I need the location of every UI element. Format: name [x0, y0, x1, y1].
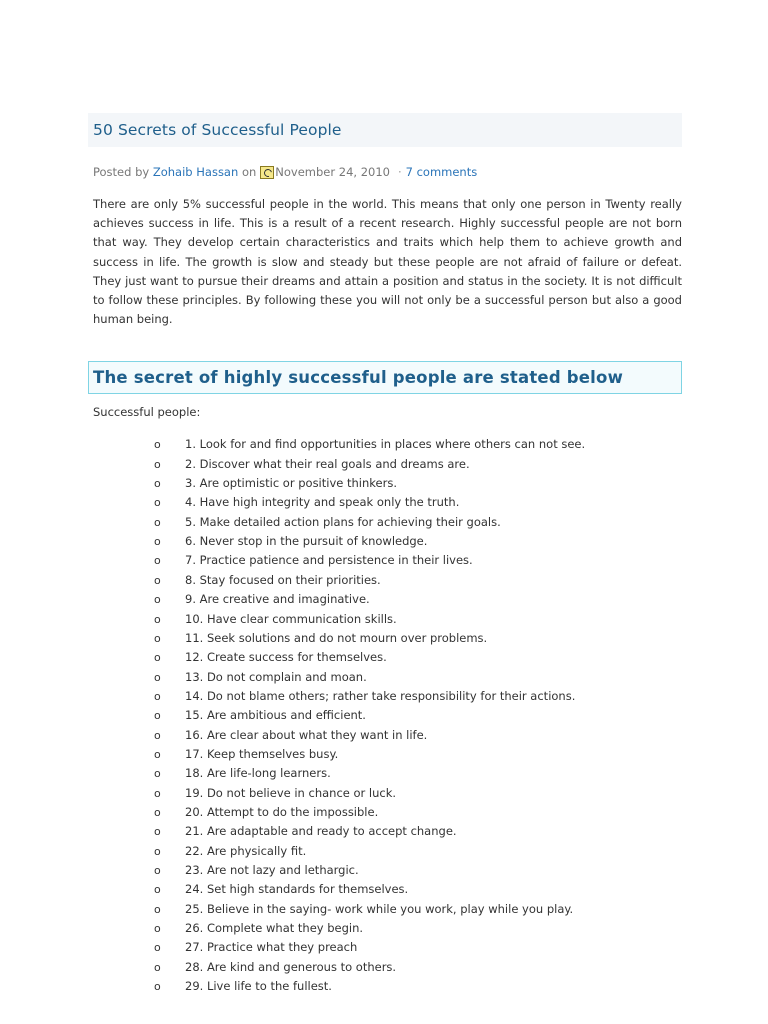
list-item	[88, 900, 682, 919]
list-item	[88, 687, 682, 706]
bullet-icon: o	[154, 496, 161, 510]
list-item	[88, 919, 682, 938]
blog-post	[88, 113, 682, 996]
list-item-text: 3. Are optimistic or positive thinkers.	[185, 476, 397, 491]
list-item-text: 1. Look for and find opportunities in places where others can not see.	[185, 437, 586, 452]
list-item	[88, 938, 682, 957]
list-item-text: 28. Are kind and generous to others.	[185, 959, 397, 974]
list-item-text: 19. Do not believe in chance or luck.	[185, 785, 397, 800]
list-item-text: 11. Seek solutions and do not mourn over problems.	[185, 630, 488, 645]
posted-by-label: Posted by	[93, 165, 150, 179]
post-meta	[88, 163, 682, 181]
list-item-text: 12. Create success for themselves.	[185, 650, 387, 665]
bullet-icon: o	[154, 728, 161, 742]
list-item-text: 13. Do not complain and moan.	[185, 669, 367, 684]
list-item-text: 7. Practice patience and persistence in their lives.	[185, 553, 473, 568]
list-item	[88, 455, 682, 474]
bullet-icon: o	[154, 883, 161, 897]
list-item-text: 2. Discover what their real goals and dreams are.	[185, 456, 470, 471]
list-item-text: 10. Have clear communication skills.	[185, 611, 397, 626]
list-item-text: 8. Stay focused on their priorities.	[185, 572, 381, 587]
bullet-icon: o	[154, 477, 161, 491]
meta-separator: ·	[397, 165, 402, 179]
list-item-text: 26. Complete what they begin.	[185, 921, 364, 936]
list-item	[88, 958, 682, 977]
list-item	[88, 629, 682, 648]
on-label: on	[241, 165, 257, 179]
bullet-icon: o	[154, 902, 161, 916]
list-item-text: 6. Never stop in the pursuit of knowledge.	[185, 534, 428, 549]
section-heading: The secret of highly successful people are stated below	[93, 368, 624, 388]
bullet-icon: o	[154, 786, 161, 800]
list-item	[88, 571, 682, 590]
list-item-text: 16. Are clear about what they want in life.	[185, 727, 428, 742]
list-item-text: 21. Are adaptable and ready to accept change.	[185, 824, 457, 839]
bullet-icon: o	[154, 457, 161, 471]
bullet-icon: o	[154, 631, 161, 645]
post-title[interactable]: 50 Secrets of Successful People	[93, 121, 342, 139]
post-title-bar	[88, 113, 682, 147]
comments-link[interactable]: 7 comments	[405, 165, 478, 179]
bullet-icon: o	[154, 863, 161, 877]
bullet-icon: o	[154, 612, 161, 626]
bullet-icon: o	[154, 767, 161, 781]
list-item	[88, 590, 682, 609]
list-item	[88, 435, 682, 454]
list-item	[88, 610, 682, 629]
list-item-text: 20. Attempt to do the impossible.	[185, 804, 379, 819]
list-item-text: 5. Make detailed action plans for achieving their goals.	[185, 514, 501, 529]
bullet-icon: o	[154, 573, 161, 587]
bullet-icon: o	[154, 825, 161, 839]
list-label: Successful people:	[93, 405, 201, 420]
bullet-icon: o	[154, 747, 161, 761]
bullet-icon: o	[154, 651, 161, 665]
bullet-icon: o	[154, 593, 161, 607]
list-item-text: 14. Do not blame others; rather take responsibility for their actions.	[185, 688, 576, 703]
list-item-text: 15. Are ambitious and efficient.	[185, 708, 366, 723]
list-item	[88, 803, 682, 822]
list-item	[88, 977, 682, 996]
list-item-text: 29. Live life to the fullest.	[185, 979, 332, 994]
author-link[interactable]: Zohaib Hassan	[152, 165, 239, 179]
list-item-text: 9. Are creative and imaginative.	[185, 592, 370, 607]
list-item	[88, 532, 682, 551]
bullet-icon: o	[154, 960, 161, 974]
list-item-text: 18. Are life-long learners.	[185, 766, 331, 781]
date-icon	[260, 166, 274, 179]
bullet-icon: o	[154, 709, 161, 723]
list-item	[88, 784, 682, 803]
list-item-text: 22. Are physically fit.	[185, 843, 307, 858]
bullet-icon: o	[154, 515, 161, 529]
list-item	[88, 726, 682, 745]
list-item	[88, 861, 682, 880]
section-heading-box	[88, 361, 682, 394]
bullet-icon: o	[154, 670, 161, 684]
list-item	[88, 513, 682, 532]
secrets-list	[88, 435, 682, 996]
list-item	[88, 668, 682, 687]
list-item-text: 4. Have high integrity and speak only the truth.	[185, 495, 460, 510]
list-item-text: 23. Are not lazy and lethargic.	[185, 862, 359, 877]
intro-paragraph: There are only 5% successful people in the world. This means that only one person in Twenty really achieves success in life. This is a result of a recent research. Highly successful people are not born that way. They develop certain characteristics and traits which help them to achieve growth and success in life. The growth is slow and steady but these people are not afraid of failure or defeat. They just want to pursue their dreams and attain a position and status in the society. It is not difficult to follow these principles. By following these you will not only be a successful person but also a good human being.	[93, 197, 682, 327]
list-item	[88, 706, 682, 725]
list-item	[88, 474, 682, 493]
bullet-icon: o	[154, 941, 161, 955]
list-item-text: 17. Keep themselves busy.	[185, 746, 339, 761]
bullet-icon: o	[154, 554, 161, 568]
bullet-icon: o	[154, 922, 161, 936]
list-item	[88, 842, 682, 861]
list-item	[88, 764, 682, 783]
bullet-icon: o	[154, 535, 161, 549]
post-date: November 24, 2010	[275, 165, 390, 179]
list-item	[88, 745, 682, 764]
list-item	[88, 551, 682, 570]
list-item	[88, 648, 682, 667]
bullet-icon: o	[154, 805, 161, 819]
bullet-icon: o	[154, 438, 161, 452]
list-item	[88, 880, 682, 899]
list-item-text: 27. Practice what they preach	[185, 940, 358, 955]
list-item-text: 24. Set high standards for themselves.	[185, 882, 409, 897]
bullet-icon: o	[154, 980, 161, 994]
list-item	[88, 822, 682, 841]
list-item	[88, 493, 682, 512]
bullet-icon: o	[154, 844, 161, 858]
list-item-text: 25. Believe in the saying- work while you work, play while you play.	[185, 901, 574, 916]
bullet-icon: o	[154, 689, 161, 703]
